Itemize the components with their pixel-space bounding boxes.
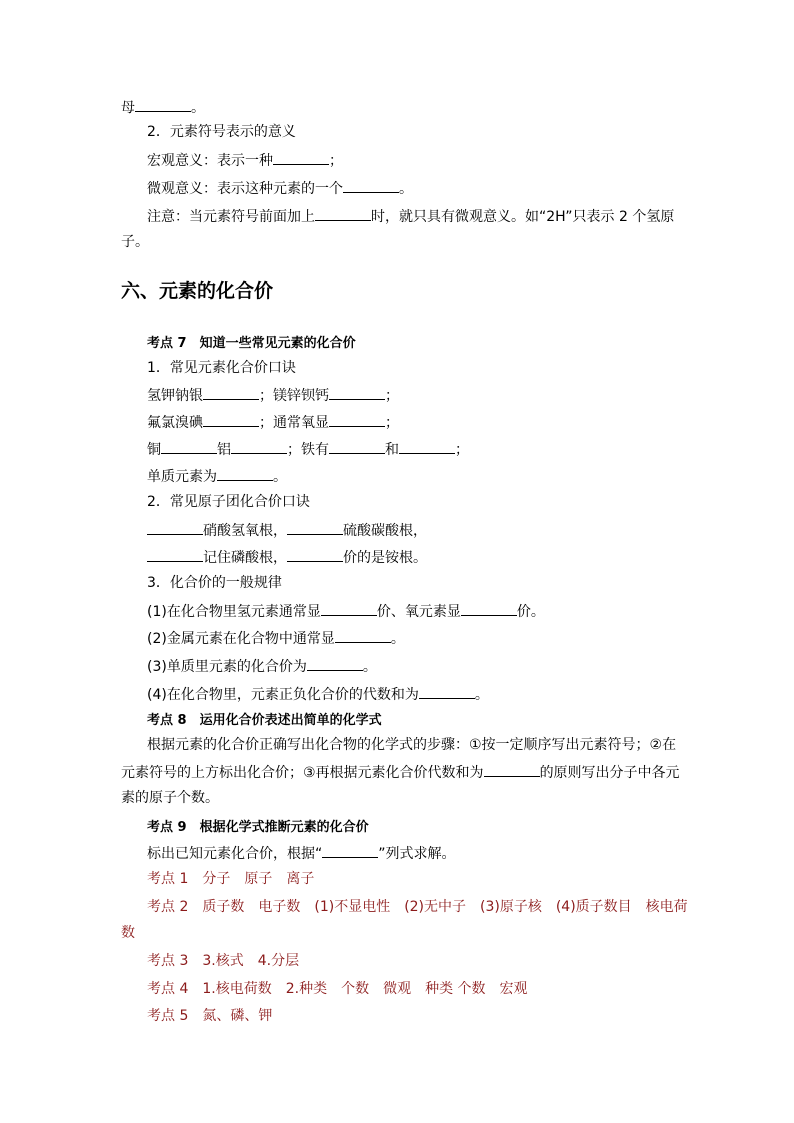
- text: 宏观意义：表示一种: [147, 153, 273, 169]
- answer-line: 考点 5 氮、磷、钾: [147, 1008, 273, 1024]
- fill-blank[interactable]: [217, 465, 273, 481]
- fill-blank[interactable]: [315, 205, 371, 221]
- fill-blank[interactable]: [343, 177, 399, 193]
- text: 时，就只具有微观意义。如“2H”只表示 2 个氢原: [371, 209, 675, 225]
- text: 氟氯溴碘: [147, 415, 203, 431]
- text: ；通常氧显: [259, 415, 329, 431]
- text-line: 1．常见元素化合价口诀: [147, 360, 296, 376]
- kaodian-heading: 考点 9 根据化学式推断元素的化合价: [147, 820, 369, 835]
- text-line: 3．化合价的一般规律: [147, 575, 282, 591]
- text: 。: [362, 659, 377, 675]
- answer-line: 考点 4 1.核电荷数 2.种类 个数 微观 种类 个数 宏观: [147, 981, 528, 997]
- text: ；: [329, 153, 343, 169]
- fill-blank[interactable]: [147, 519, 203, 535]
- text-line: [147, 205, 674, 227]
- text: 和: [385, 442, 399, 458]
- text: ；: [385, 415, 399, 431]
- fill-blank[interactable]: [147, 546, 203, 562]
- fill-blank[interactable]: [307, 655, 363, 671]
- section-heading: 六、元素的化合价: [121, 280, 274, 302]
- text: 硝酸氢氧根，: [203, 523, 287, 539]
- fill-blank[interactable]: [161, 438, 217, 454]
- text: (3)单质里元素的化合价为: [147, 659, 307, 675]
- text-line: [147, 149, 343, 171]
- text-line: 素的原子个数。: [121, 790, 219, 806]
- text-line: 2．元素符号表示的意义: [147, 124, 296, 140]
- text-line: [147, 600, 545, 622]
- text-line: [147, 411, 399, 433]
- text-line: [147, 465, 287, 487]
- text-line: [147, 177, 413, 199]
- text: 铜: [147, 442, 161, 458]
- answer-line: 考点 3 3.核式 4.分层: [147, 953, 300, 969]
- fill-blank[interactable]: [329, 411, 385, 427]
- text-line: [121, 96, 205, 118]
- text: ；: [455, 442, 469, 458]
- text: 母: [121, 100, 135, 116]
- text: 。: [399, 181, 413, 197]
- fill-blank[interactable]: [287, 546, 343, 562]
- text-line: 2．常见原子团化合价口诀: [147, 494, 310, 510]
- text-line: [147, 842, 456, 864]
- text-line: 子。: [121, 234, 149, 250]
- fill-blank[interactable]: [203, 384, 259, 400]
- fill-blank[interactable]: [419, 683, 475, 699]
- fill-blank[interactable]: [203, 411, 259, 427]
- text: 。: [273, 469, 287, 485]
- text-line: [147, 519, 427, 541]
- text: 微观意义：表示这种元素的一个: [147, 181, 343, 197]
- fill-blank[interactable]: [273, 149, 329, 165]
- text: (4)在化合物里，元素正负化合价的代数和为: [147, 687, 419, 703]
- text: ；铁有: [287, 442, 329, 458]
- fill-blank[interactable]: [231, 438, 287, 454]
- text: 。: [390, 631, 405, 647]
- text-line: [147, 438, 469, 460]
- answer-line: 考点 2 质子数 电子数 (1)不显电性 (2)无中子 (3)原子核 (4)质子数目 核电荷: [147, 899, 688, 915]
- text: ；: [385, 388, 399, 404]
- text-line: [147, 683, 489, 705]
- text: 铝: [217, 442, 231, 458]
- text-line: [147, 384, 399, 406]
- text: 氢钾钠银: [147, 388, 203, 404]
- fill-blank[interactable]: [322, 842, 378, 858]
- fill-blank[interactable]: [287, 519, 343, 535]
- fill-blank[interactable]: [461, 600, 517, 616]
- text-line: [121, 761, 680, 783]
- text-line: 根据元素的化合价正确写出化合物的化学式的步骤：①按一定顺序写出元素符号；②在: [147, 737, 677, 753]
- fill-blank[interactable]: [135, 96, 191, 112]
- text: ；镁锌钡钙: [259, 388, 329, 404]
- text: 元素符号的上方标出化合价；③再根据元素化合价代数和为: [121, 765, 484, 781]
- text: 。: [474, 687, 489, 703]
- text: ”列式求解。: [378, 846, 456, 862]
- fill-blank[interactable]: [329, 438, 385, 454]
- text-line: [147, 546, 427, 568]
- fill-blank[interactable]: [335, 627, 391, 643]
- fill-blank[interactable]: [321, 600, 377, 616]
- text: 价。: [516, 604, 545, 620]
- text: 注意：当元素符号前面加上: [147, 209, 315, 225]
- text: 价的是铵根。: [343, 550, 427, 566]
- text: (1)在化合物里氢元素通常显: [147, 604, 321, 620]
- text: (2)金属元素在化合物中通常显: [147, 631, 335, 647]
- text: 。: [191, 100, 205, 116]
- fill-blank[interactable]: [484, 761, 540, 777]
- fill-blank[interactable]: [399, 438, 455, 454]
- text: 价、氧元素显: [376, 604, 461, 620]
- text: 的原则写出分子中各元: [539, 765, 680, 781]
- fill-blank[interactable]: [329, 384, 385, 400]
- text-line: [147, 655, 377, 677]
- answer-line: 考点 1 分子 原子 离子: [147, 871, 315, 887]
- kaodian-heading: 考点 8 运用化合价表述出简单的化学式: [147, 713, 382, 728]
- text: 记住磷酸根，: [203, 550, 287, 566]
- text: 单质元素为: [147, 469, 217, 485]
- text: 标出已知元素化合价，根据“: [147, 846, 323, 862]
- text: 硫酸碳酸根，: [343, 523, 427, 539]
- text-line: [147, 627, 405, 649]
- answer-line: 数: [121, 925, 135, 941]
- kaodian-heading: 考点 7 知道一些常见元素的化合价: [147, 336, 356, 351]
